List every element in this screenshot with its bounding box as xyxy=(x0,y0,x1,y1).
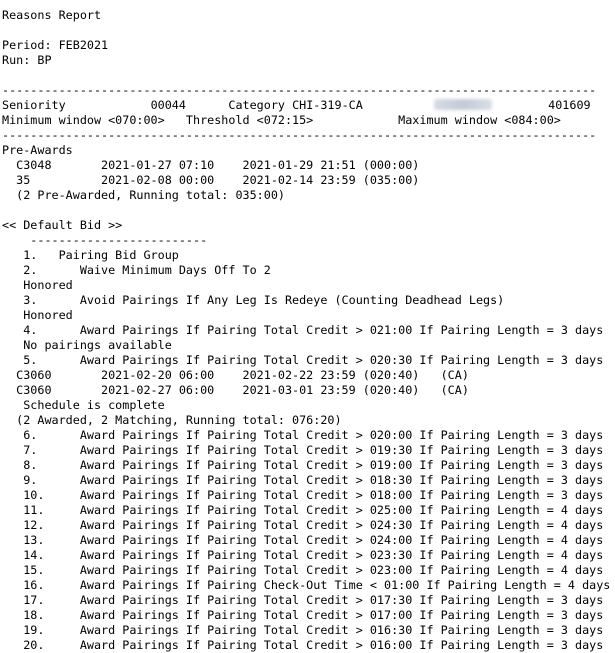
seniority-label: Seniority xyxy=(2,98,66,112)
bid-line: 15. Award Pairings If Pairing Total Credit > 023:00 If Pairing Length = 4 days xyxy=(2,563,604,577)
pre-awards-heading: Pre-Awards xyxy=(2,143,73,157)
reasons-report xyxy=(2,8,610,653)
bid-line: Honored xyxy=(2,308,73,322)
bid-line: 9. Award Pairings If Pairing Total Credit > 018:30 If Pairing Length = 3 days xyxy=(2,473,604,487)
bid-line: 19. Award Pairings If Pairing Total Credit > 016:30 If Pairing Length = 3 days xyxy=(2,623,604,637)
pre-awards-list xyxy=(2,158,610,188)
bid-heading: << Default Bid >> xyxy=(2,218,123,232)
bid-line: 6. Award Pairings If Pairing Total Credit > 020:00 If Pairing Length = 3 days xyxy=(2,428,604,442)
bid-lines-list xyxy=(2,248,610,653)
window-line: Minimum window <070:00> Threshold <072:15> Maximum window <084:00> xyxy=(2,113,561,127)
bid-line: (2 Awarded, 2 Matching, Running total: 076:20) xyxy=(2,413,342,427)
redacted-name xyxy=(434,99,492,110)
bid-line: 2. Waive Minimum Days Off To 2 xyxy=(2,263,271,277)
pre-awards-summary: (2 Pre-Awarded, Running total: 035:00) xyxy=(2,188,285,202)
employee-id: 401609 xyxy=(548,98,591,112)
seniority-line xyxy=(2,98,610,113)
bid-line: No pairings available xyxy=(2,338,172,352)
bid-line: 3. Avoid Pairings If Any Leg Is Redeye (Counting Deadhead Legs) xyxy=(2,293,505,307)
report-title: Reasons Report xyxy=(2,8,102,22)
period-line: Period: FEB2021 xyxy=(2,38,109,52)
bid-line: 10. Award Pairings If Pairing Total Credit > 018:00 If Pairing Length = 3 days xyxy=(2,488,604,502)
bid-line: 13. Award Pairings If Pairing Total Credit > 024:00 If Pairing Length = 4 days xyxy=(2,533,604,547)
category-label: Category xyxy=(228,98,285,112)
bid-line: 12. Award Pairings If Pairing Total Credit > 024:30 If Pairing Length = 4 days xyxy=(2,518,604,532)
bid-line: 1. Pairing Bid Group xyxy=(2,248,179,262)
bid-line: 17. Award Pairings If Pairing Total Credit > 017:30 If Pairing Length = 3 days xyxy=(2,593,604,607)
bid-line: 14. Award Pairings If Pairing Total Credit > 023:30 If Pairing Length = 4 days xyxy=(2,548,604,562)
bid-line: 16. Award Pairings If Pairing Check-Out Time < 01:00 If Pairing Length = 4 days xyxy=(2,578,611,592)
bid-line: 11. Award Pairings If Pairing Total Credit > 025:00 If Pairing Length = 4 days xyxy=(2,503,604,517)
bid-line: Honored xyxy=(2,278,73,292)
seniority-value: 00044 xyxy=(150,98,186,112)
bid-line: 20. Award Pairings If Pairing Total Credit > 016:00 If Pairing Length = 3 days xyxy=(2,638,604,652)
pre-award-row: C3048 2021-01-27 07:10 2021-01-29 21:51 (000:00) xyxy=(2,158,420,172)
bid-line: Schedule is complete xyxy=(2,398,165,412)
separator-top: ------------------------------------------------------------------------------------ xyxy=(2,83,597,97)
separator-bottom: ------------------------------------------------------------------------------------ xyxy=(2,128,597,142)
bid-line: 7. Award Pairings If Pairing Total Credit > 019:30 If Pairing Length = 3 days xyxy=(2,443,604,457)
bid-line: C3060 2021-02-27 06:00 2021-03-01 23:59 (020:40) (CA) xyxy=(2,383,469,397)
bid-line: 4. Award Pairings If Pairing Total Credit > 021:00 If Pairing Length = 3 days xyxy=(2,323,604,337)
bid-underline: ------------------------- xyxy=(2,233,208,247)
category-value: CHI-319-CA xyxy=(292,98,363,112)
bid-line: 8. Award Pairings If Pairing Total Credit > 019:00 If Pairing Length = 3 days xyxy=(2,458,604,472)
bid-line: C3060 2021-02-20 06:00 2021-02-22 23:59 (020:40) (CA) xyxy=(2,368,469,382)
pre-award-row: 35 2021-02-08 00:00 2021-02-14 23:59 (035:00) xyxy=(2,173,420,187)
bid-line: 5. Award Pairings If Pairing Total Credit > 020:30 If Pairing Length = 3 days xyxy=(2,353,604,367)
run-line: Run: BP xyxy=(2,53,52,67)
bid-line: 18. Award Pairings If Pairing Total Credit > 017:00 If Pairing Length = 3 days xyxy=(2,608,604,622)
